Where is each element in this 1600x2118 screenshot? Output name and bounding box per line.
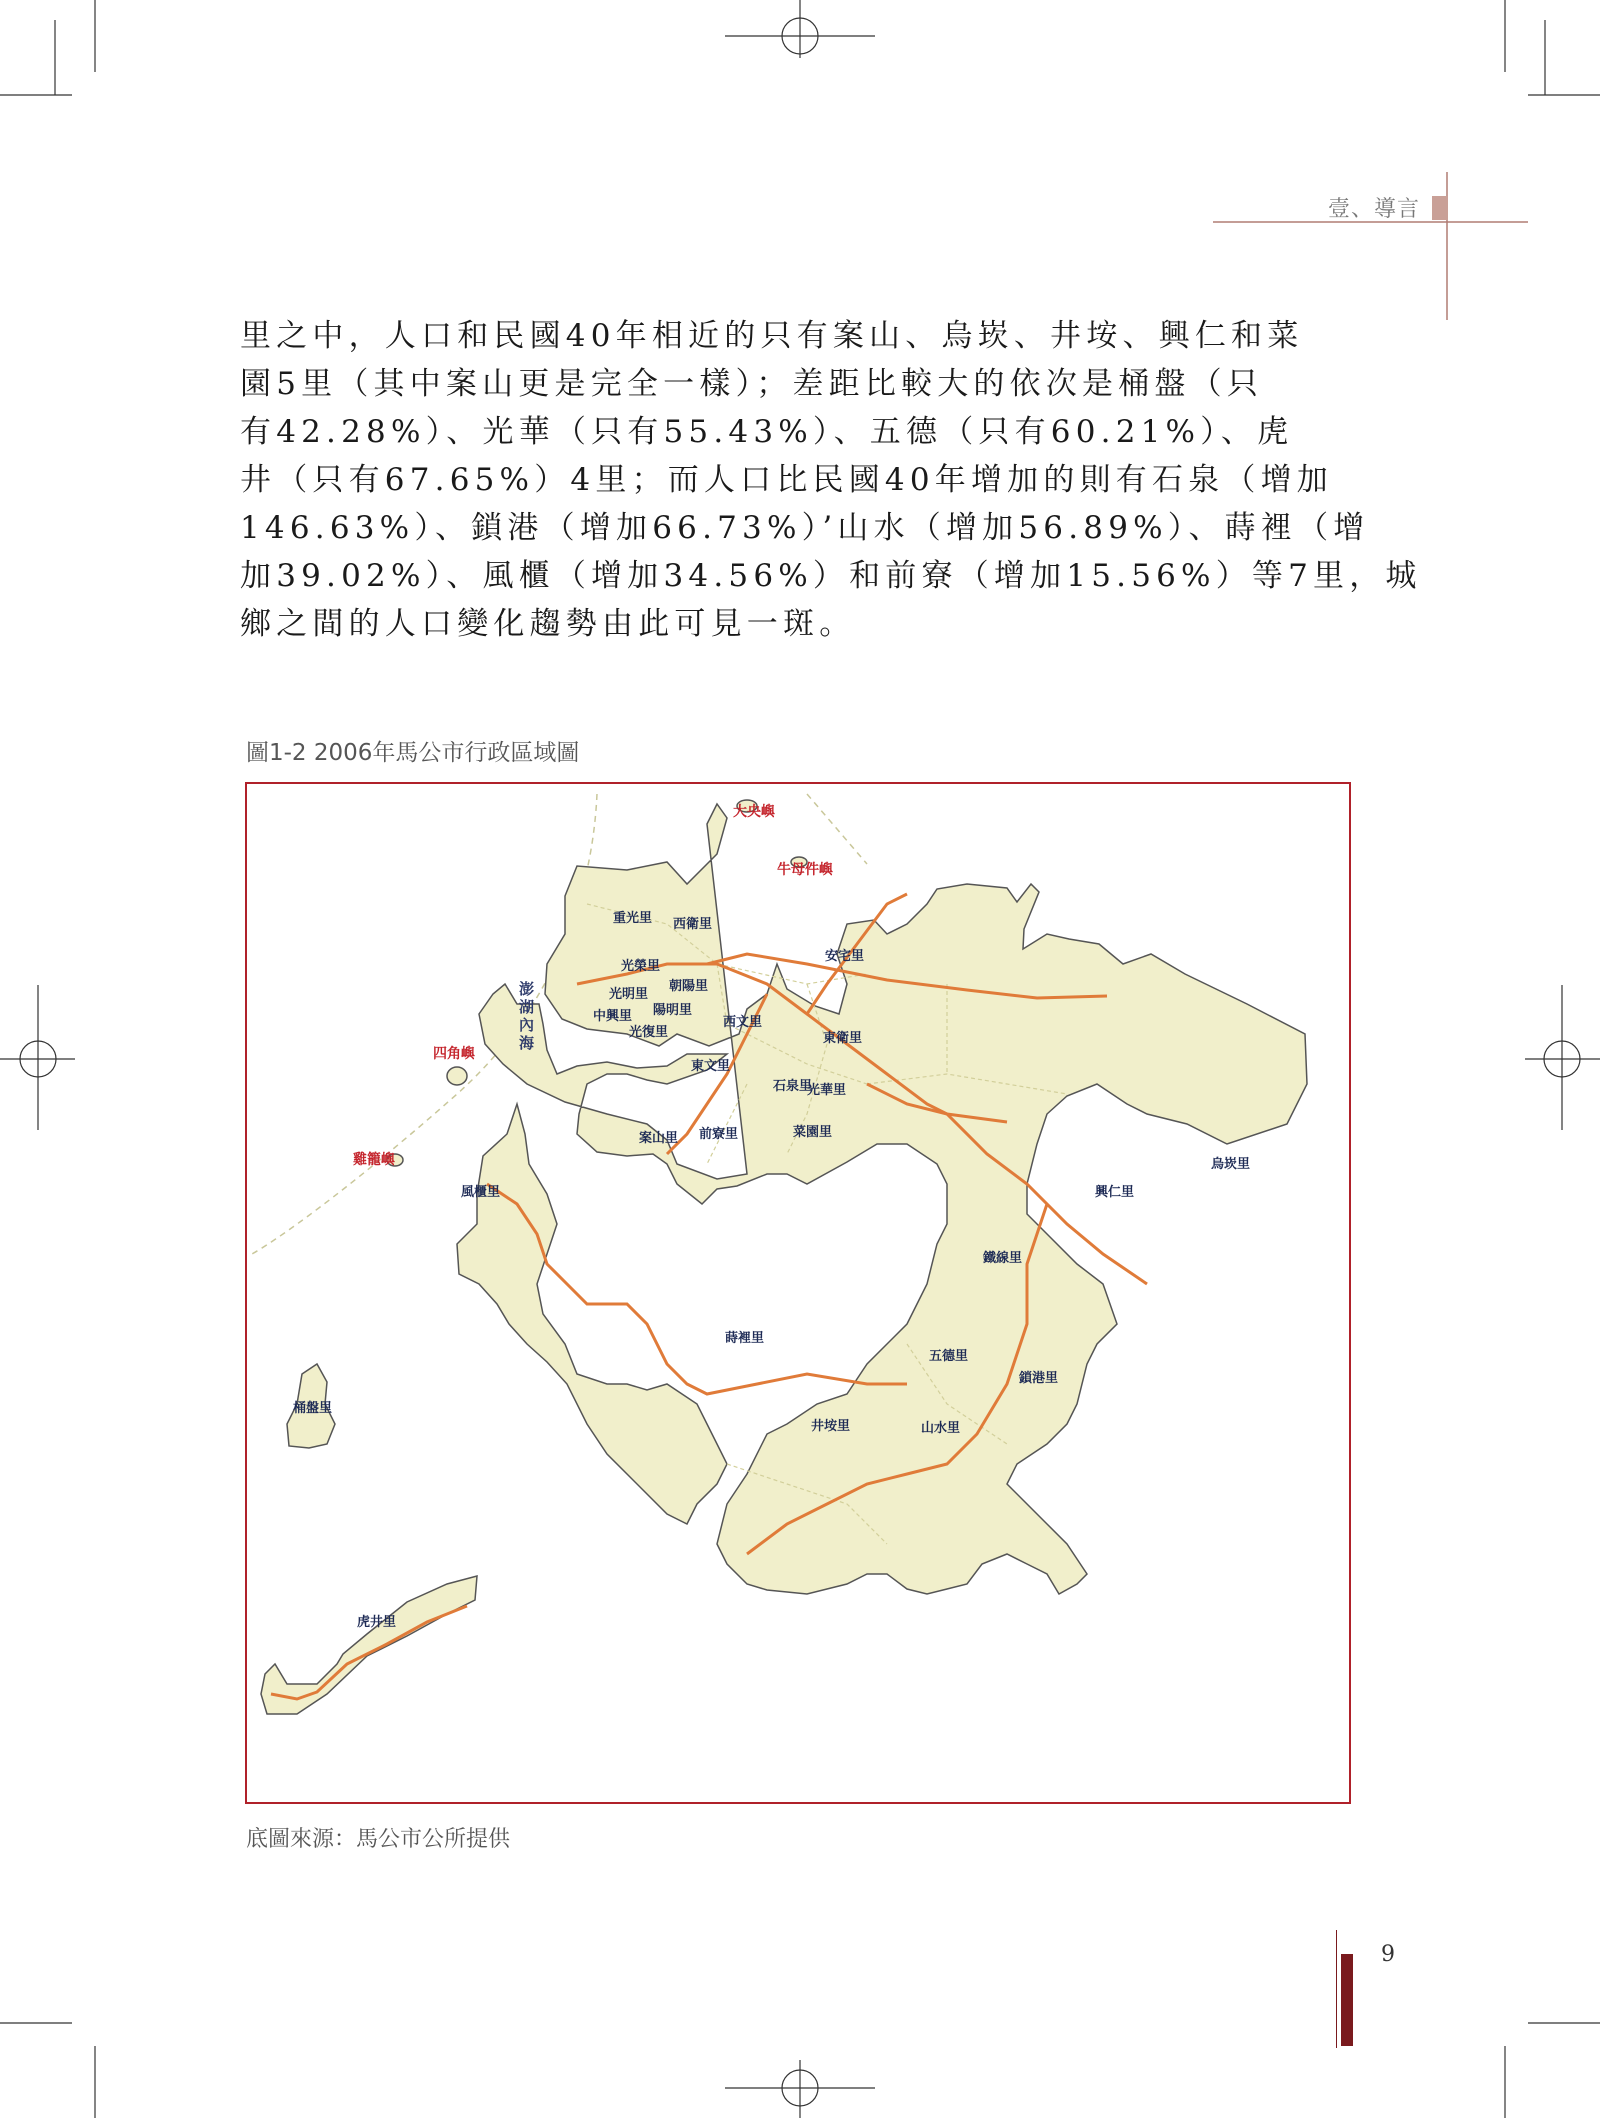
village-label: 光榮里 xyxy=(621,958,661,973)
village-label: 井垵里 xyxy=(811,1418,851,1433)
village-label: 石泉里 xyxy=(773,1078,813,1093)
sea-boundary xyxy=(252,794,597,1254)
village-label: 朝陽里 xyxy=(669,978,709,993)
village-label: 東文里 xyxy=(691,1058,731,1073)
map-frame xyxy=(245,782,1351,1804)
administrative-map xyxy=(247,784,1349,1802)
main-island xyxy=(479,804,1307,1594)
sea-label-char: 內 xyxy=(519,1017,535,1034)
body-line: 園5里（其中案山更是完全一樣）；差距比較大的依次是桶盤（只 xyxy=(240,366,1264,402)
village-label: 前寮里 xyxy=(699,1126,739,1141)
village-label: 光華里 xyxy=(807,1082,847,1097)
village-label: 虎井里 xyxy=(357,1614,397,1629)
village-label: 烏崁里 xyxy=(1211,1156,1251,1171)
village-label: 光明里 xyxy=(609,986,649,1001)
village-label: 光復里 xyxy=(629,1024,669,1039)
village-label: 西衛里 xyxy=(673,916,713,931)
body-line: 鄉之間的人口變化趨勢由此可見一斑。 xyxy=(240,606,856,642)
village-label: 桶盤里 xyxy=(293,1400,333,1415)
village-label: 山水里 xyxy=(921,1420,961,1435)
islet-label: 牛母件嶼 xyxy=(777,861,833,877)
village-label: 安宅里 xyxy=(825,948,865,963)
hujing-island xyxy=(261,1576,477,1714)
village-label: 案山里 xyxy=(639,1130,679,1145)
islet-label: 四角嶼 xyxy=(433,1045,475,1061)
figure-source: 底圖來源：馬公市公所提供 xyxy=(246,1827,511,1852)
body-line: 里之中，人口和民國40年相近的只有案山、烏崁、井垵、興仁和菜 xyxy=(240,318,1304,354)
village-label: 菜園里 xyxy=(793,1124,833,1139)
header-accent-block xyxy=(1432,196,1448,220)
sea-label-char: 湖 xyxy=(519,999,535,1016)
islet-label: 雞籠嶼 xyxy=(353,1151,395,1167)
page-number-rule xyxy=(1336,1930,1337,2048)
body-line: 加39.02%）、風櫃（增加34.56%）和前寮（增加15.56%）等7里，城 xyxy=(240,558,1422,594)
village-label: 陽明里 xyxy=(653,1002,693,1017)
figure-caption: 圖1-2 2006年馬公市行政區域圖 xyxy=(246,740,580,766)
village-label: 蒔裡里 xyxy=(725,1330,765,1345)
village-label: 西文里 xyxy=(723,1014,763,1029)
page-number-bar xyxy=(1341,1954,1353,2046)
page-number: 9 xyxy=(1381,1942,1395,1967)
section-header: 壹、導言 xyxy=(1328,197,1421,222)
sijiao-islet xyxy=(447,1067,467,1085)
body-line: 146.63%）、鎖港（增加66.73%）’山水（增加56.89%）、蒔裡（增 xyxy=(240,510,1370,546)
village-label: 東衛里 xyxy=(823,1030,863,1045)
village-label: 重光里 xyxy=(613,910,653,925)
village-label: 鐵線里 xyxy=(983,1250,1023,1265)
body-line: 有42.28%）、光華（只有55.43%）、五德（只有60.21%）、虎 xyxy=(240,414,1294,450)
village-label: 興仁里 xyxy=(1095,1184,1135,1199)
islet-label: 大央嶼 xyxy=(733,803,775,819)
sea-label-char: 澎 xyxy=(519,981,535,998)
sea-label-char: 海 xyxy=(519,1035,535,1052)
village-label: 鎖港里 xyxy=(1019,1370,1059,1385)
body-line: 井（只有67.65%）4里；而人口比民國40年增加的則有石泉（增加 xyxy=(240,462,1333,498)
village-label: 五德里 xyxy=(929,1348,969,1363)
body-paragraph xyxy=(240,312,1422,648)
village-label: 中興里 xyxy=(593,1008,633,1023)
village-label: 風櫃里 xyxy=(461,1184,501,1199)
